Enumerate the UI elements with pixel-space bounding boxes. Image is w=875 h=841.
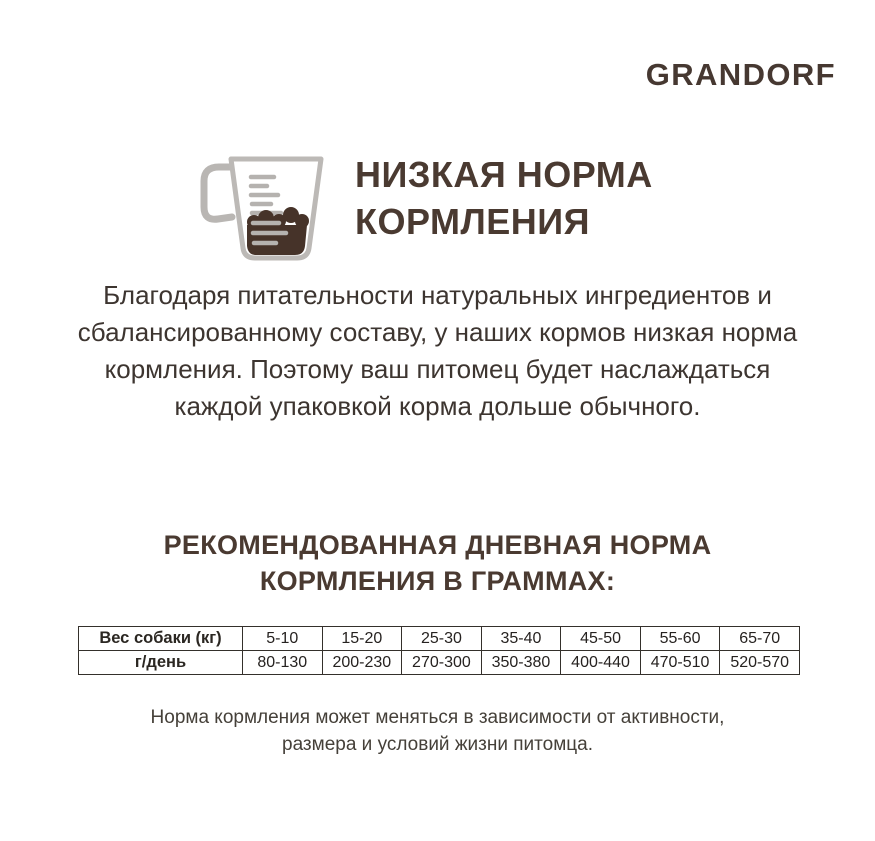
weight-cell: 55-60 — [640, 627, 720, 651]
grams-cell: 520-570 — [720, 651, 800, 675]
row-label-weight: Вес собаки (кг) — [79, 627, 243, 651]
weight-cell: 15-20 — [322, 627, 402, 651]
table-row-weight — [79, 627, 800, 651]
description-line: кормления. Поэтому ваш питомец будет наслаждаться — [104, 354, 771, 384]
brand-logo: GRANDORF — [645, 57, 836, 92]
measuring-cup-icon — [194, 147, 328, 269]
page-title — [355, 151, 653, 245]
weight-cell: 35-40 — [481, 627, 561, 651]
table-row-grams — [79, 651, 800, 675]
feeding-note-line: размера и условий жизни питомца. — [282, 734, 593, 755]
row-label-grams: г/день — [79, 651, 243, 675]
weight-cell: 65-70 — [720, 627, 800, 651]
grams-cell: 400-440 — [561, 651, 641, 675]
description-line: Благодаря питательности натуральных ингредиентов и — [103, 280, 772, 310]
feeding-table-title-line1: РЕКОМЕНДОВАННАЯ ДНЕВНАЯ НОРМА — [163, 530, 712, 560]
weight-cell: 25-30 — [402, 627, 482, 651]
feeding-table-title-line2: КОРМЛЕНИЯ В ГРАММАХ: — [259, 566, 616, 596]
page-title-line1: НИЗКАЯ НОРМА — [355, 154, 653, 195]
grams-cell: 350-380 — [481, 651, 561, 675]
weight-cell: 45-50 — [561, 627, 641, 651]
feeding-norms-table — [78, 626, 800, 675]
grams-cell: 270-300 — [402, 651, 482, 675]
grams-cell: 470-510 — [640, 651, 720, 675]
feeding-note — [0, 704, 875, 758]
grams-cell: 80-130 — [243, 651, 323, 675]
description-text — [0, 277, 875, 425]
weight-cell: 5-10 — [243, 627, 323, 651]
page-title-line2: КОРМЛЕНИЯ — [355, 201, 591, 242]
description-line: сбалансированному составу, у наших кормов низкая норма — [77, 317, 798, 347]
grams-cell: 200-230 — [322, 651, 402, 675]
feeding-table-title — [0, 527, 875, 599]
feeding-note-line: Норма кормления может меняться в зависимости от активности, — [150, 707, 725, 728]
description-line: каждой упаковкой корма дольше обычного. — [174, 391, 701, 421]
